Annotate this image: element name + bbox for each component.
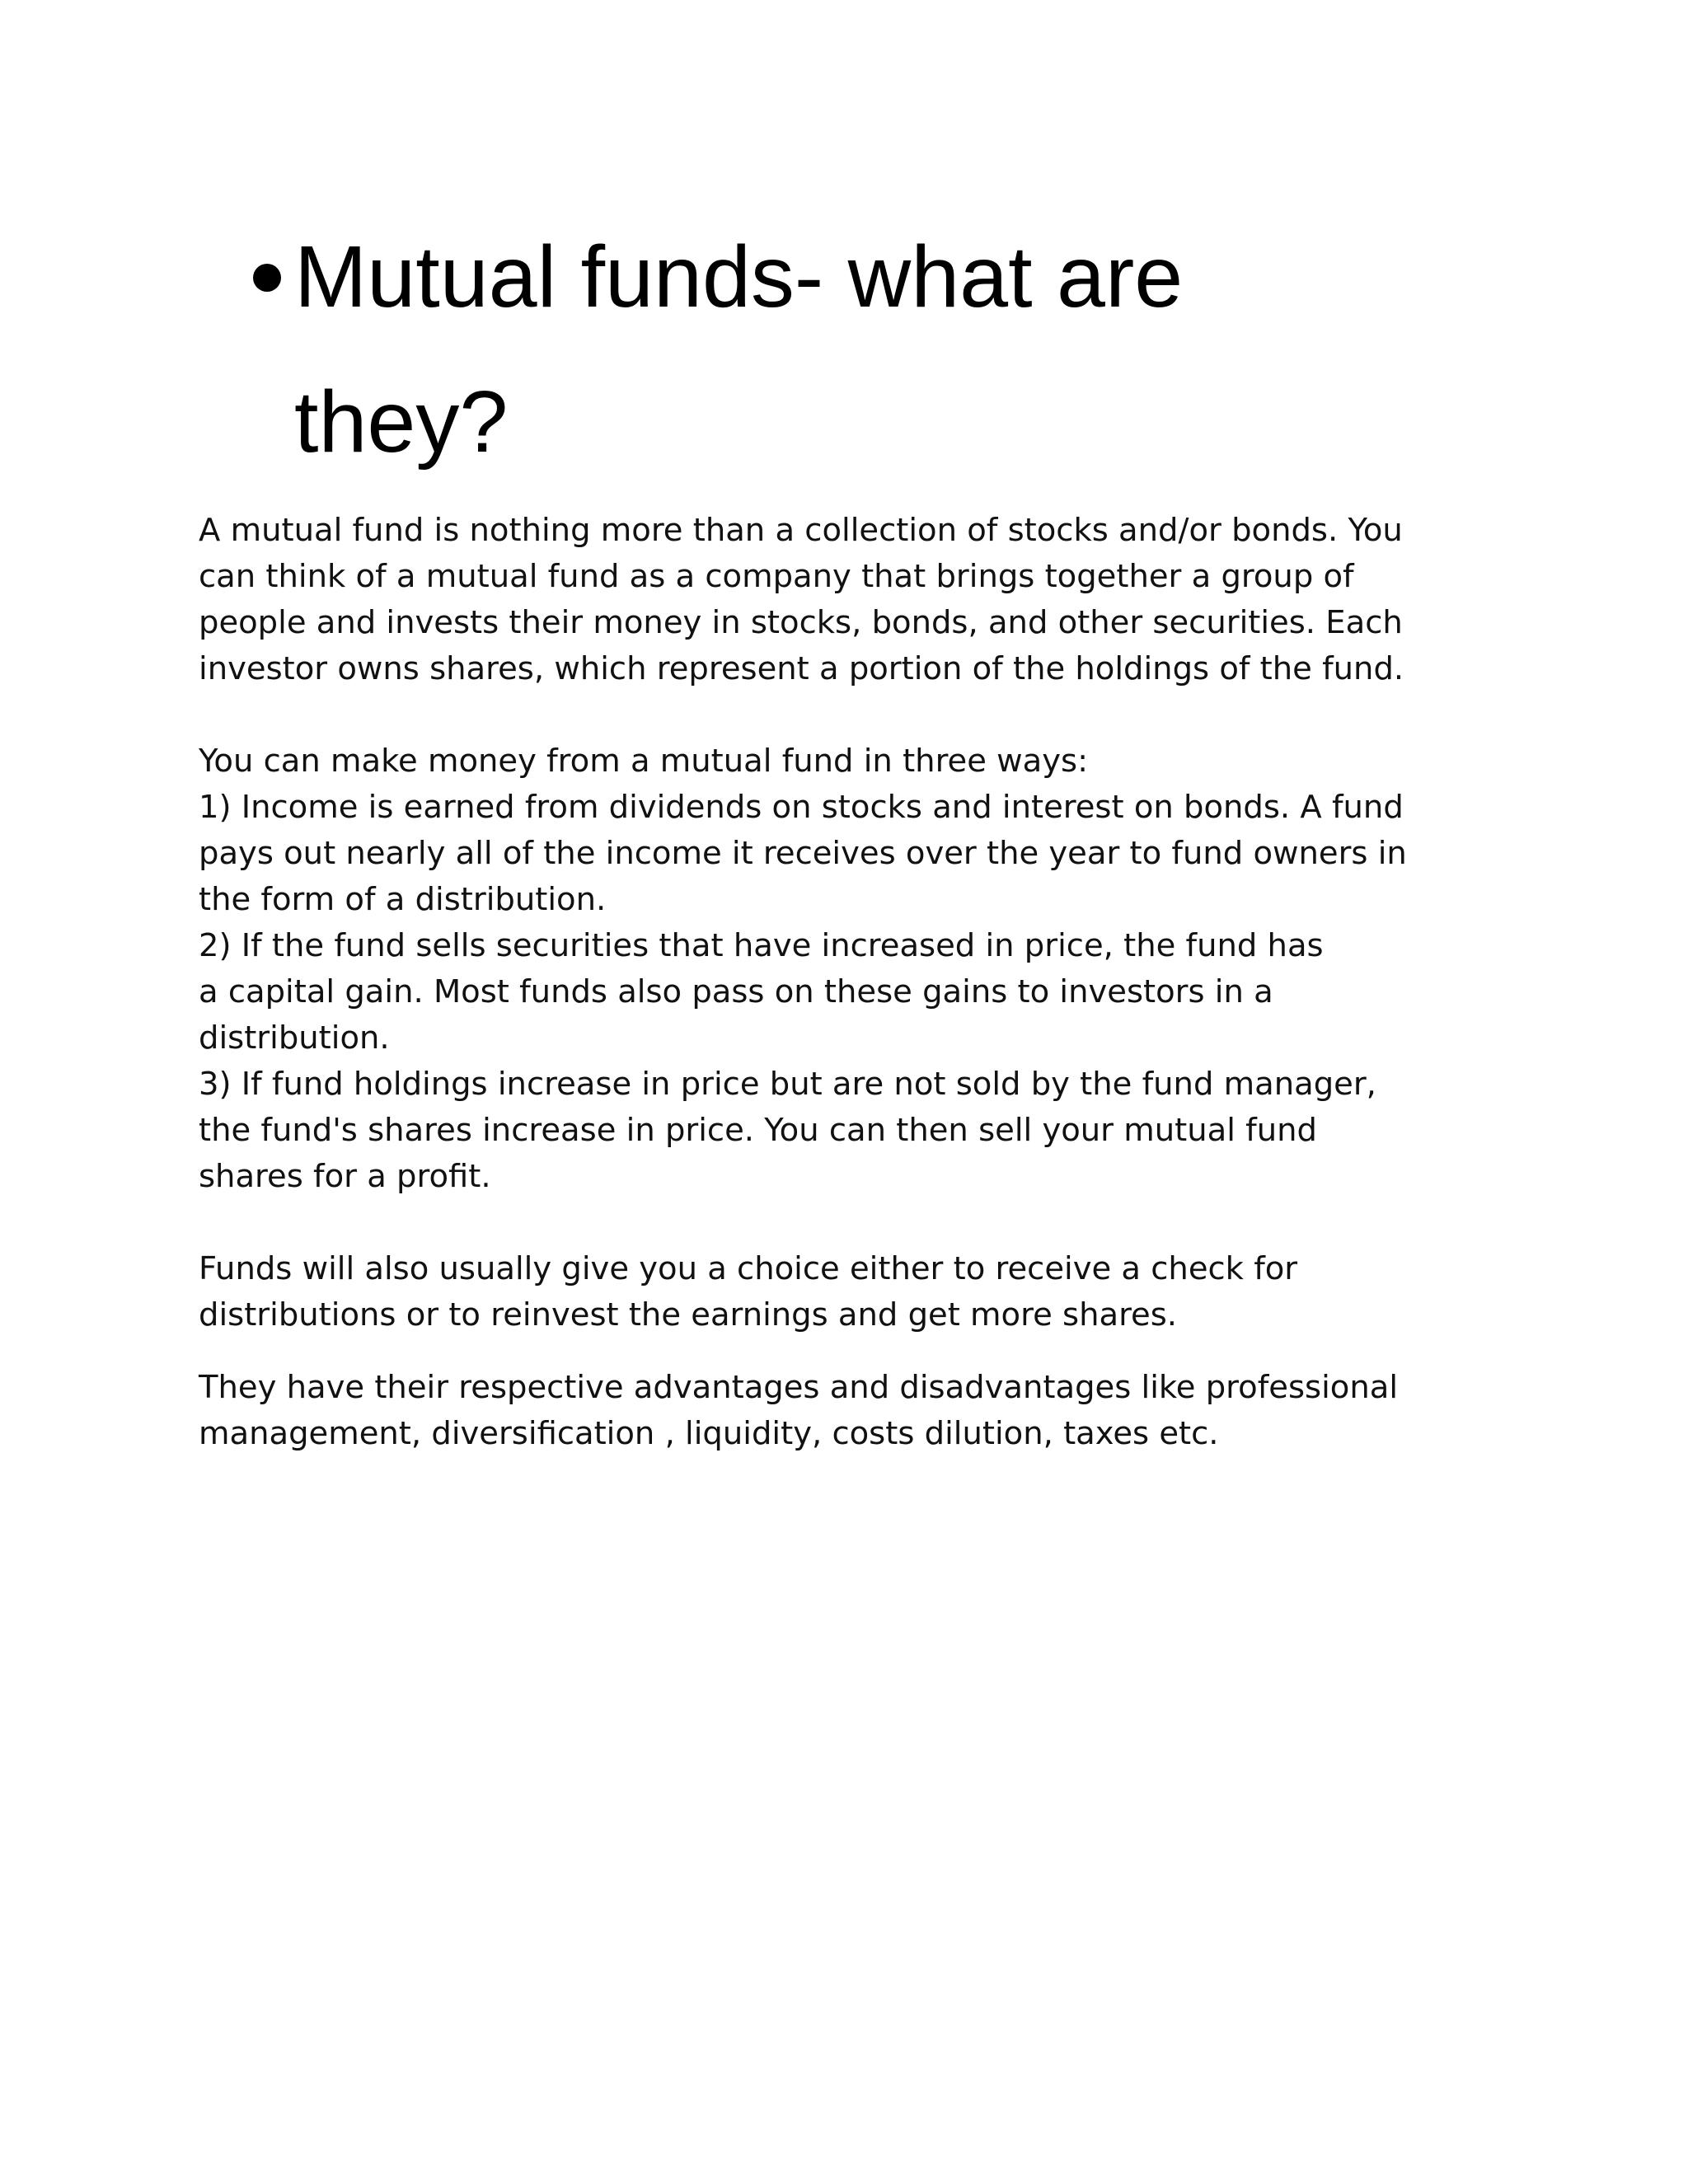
paragraph-spacer — [199, 1338, 1484, 1365]
paragraph-advantages: They have their respective advantages and disadvantages like professional management, diversification , liquidity, costs dilution, taxes etc. — [199, 1369, 1399, 1452]
list-item-capital-gain: 2) If the fund sells securities that have increased in price, the fund has a capital gain. Most funds also pass on these gains to investors in a distribution. — [199, 927, 1324, 1057]
list-item-income: 1) Income is earned from dividends on stocks and interest on bonds. A fund pays out nearly all of the income it receives over the year to fund owners in the form of a distribution. — [199, 789, 1407, 918]
list-item-share-price: 3) If fund holdings increase in price but are not sold by the fund manager, the fund's shares increase in price. You can then sell your mutual fund shares for a profit. — [199, 1066, 1376, 1195]
body-text — [199, 508, 1484, 1457]
paragraph-definition: A mutual fund is nothing more than a collection of stocks and/or bonds. You can think of a mutual fund as a company that brings together a group of people and invests their money in stocks, bonds, and other securities. Each investor owns shares, which represent a portion of the holdings of the fund. — [199, 512, 1404, 687]
paragraph-spacer — [199, 692, 1484, 738]
bullet-icon — [251, 204, 294, 349]
page-title: Mutual funds- what are they? — [294, 228, 1184, 471]
paragraph-ways-intro: You can make money from a mutual fund in three ways: — [199, 743, 1089, 780]
paragraph-spacer — [199, 1200, 1484, 1246]
page-heading — [251, 204, 1488, 494]
paragraph-distributions: Funds will also usually give you a choice either to receive a check for distributions or to reinvest the earnings and get more shares. — [199, 1250, 1298, 1333]
